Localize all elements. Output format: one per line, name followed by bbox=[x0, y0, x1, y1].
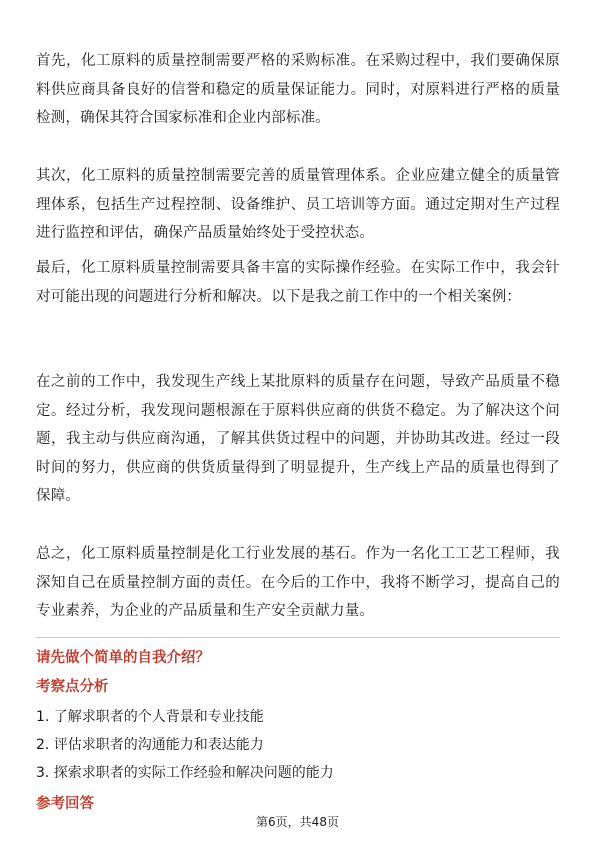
section-divider bbox=[36, 637, 560, 638]
answer-heading: 参考回答 bbox=[36, 796, 94, 812]
paragraph-procurement: 首先，化工原料的质量控制需要严格的采购标准。在采购过程中，我们要确保原料供应商具备良好的信誉和稳定的质量保证能力。同时，对原料进行严格的质量检测，确保其符合国家标准和企业内部标准。 bbox=[36, 53, 560, 126]
page-number: 第6页，共48页 bbox=[256, 815, 339, 829]
analysis-point: 3. 探索求职者的实际工作经验和解决问题的能力 bbox=[36, 765, 334, 781]
interview-question: 请先做个简单的自我介绍？ bbox=[36, 650, 210, 666]
analysis-heading: 考察点分析 bbox=[36, 679, 109, 695]
paragraph-experience: 最后，化工原料质量控制需要具备丰富的实际操作经验。在实际工作中，我会针对可能出现的问题进行分析和解决。以下是我之前工作中的一个相关案例： bbox=[36, 260, 560, 305]
analysis-point: 2. 评估求职者的沟通能力和表达能力 bbox=[36, 737, 264, 753]
analysis-point: 1. 了解求职者的个人背景和专业技能 bbox=[36, 709, 264, 725]
analysis-points-list bbox=[36, 703, 334, 787]
paragraph-quality-system: 其次，化工原料的质量控制需要完善的质量管理体系。企业应建立健全的质量管理体系，包括生产过程控制、设备维护、员工培训等方面。通过定期对生产过程进行监控和评估，确保产品质量始终处于受控状态。 bbox=[36, 168, 560, 241]
paragraph-case-study: 在之前的工作中，我发现生产线上某批原料的质量存在问题，导致产品质量不稳定。经过分析，我发现问题根源在于原料供应商的供货不稳定。为了解决这个问题，我主动与供应商沟通，了解其供货过程中的问题，并协助其改进。经过一段时间的努力，供应商的供货质量得到了明显提升，生产线上产品的质量也得到了保障。 bbox=[36, 374, 560, 504]
paragraph-conclusion: 总之，化工原料质量控制是化工行业发展的基石。作为一名化工工艺工程师，我深知自己在质量控制方面的责任。在今后的工作中，我将不断学习，提高自己的专业素养，为企业的产品质量和生产安全贡献力量。 bbox=[36, 546, 560, 619]
